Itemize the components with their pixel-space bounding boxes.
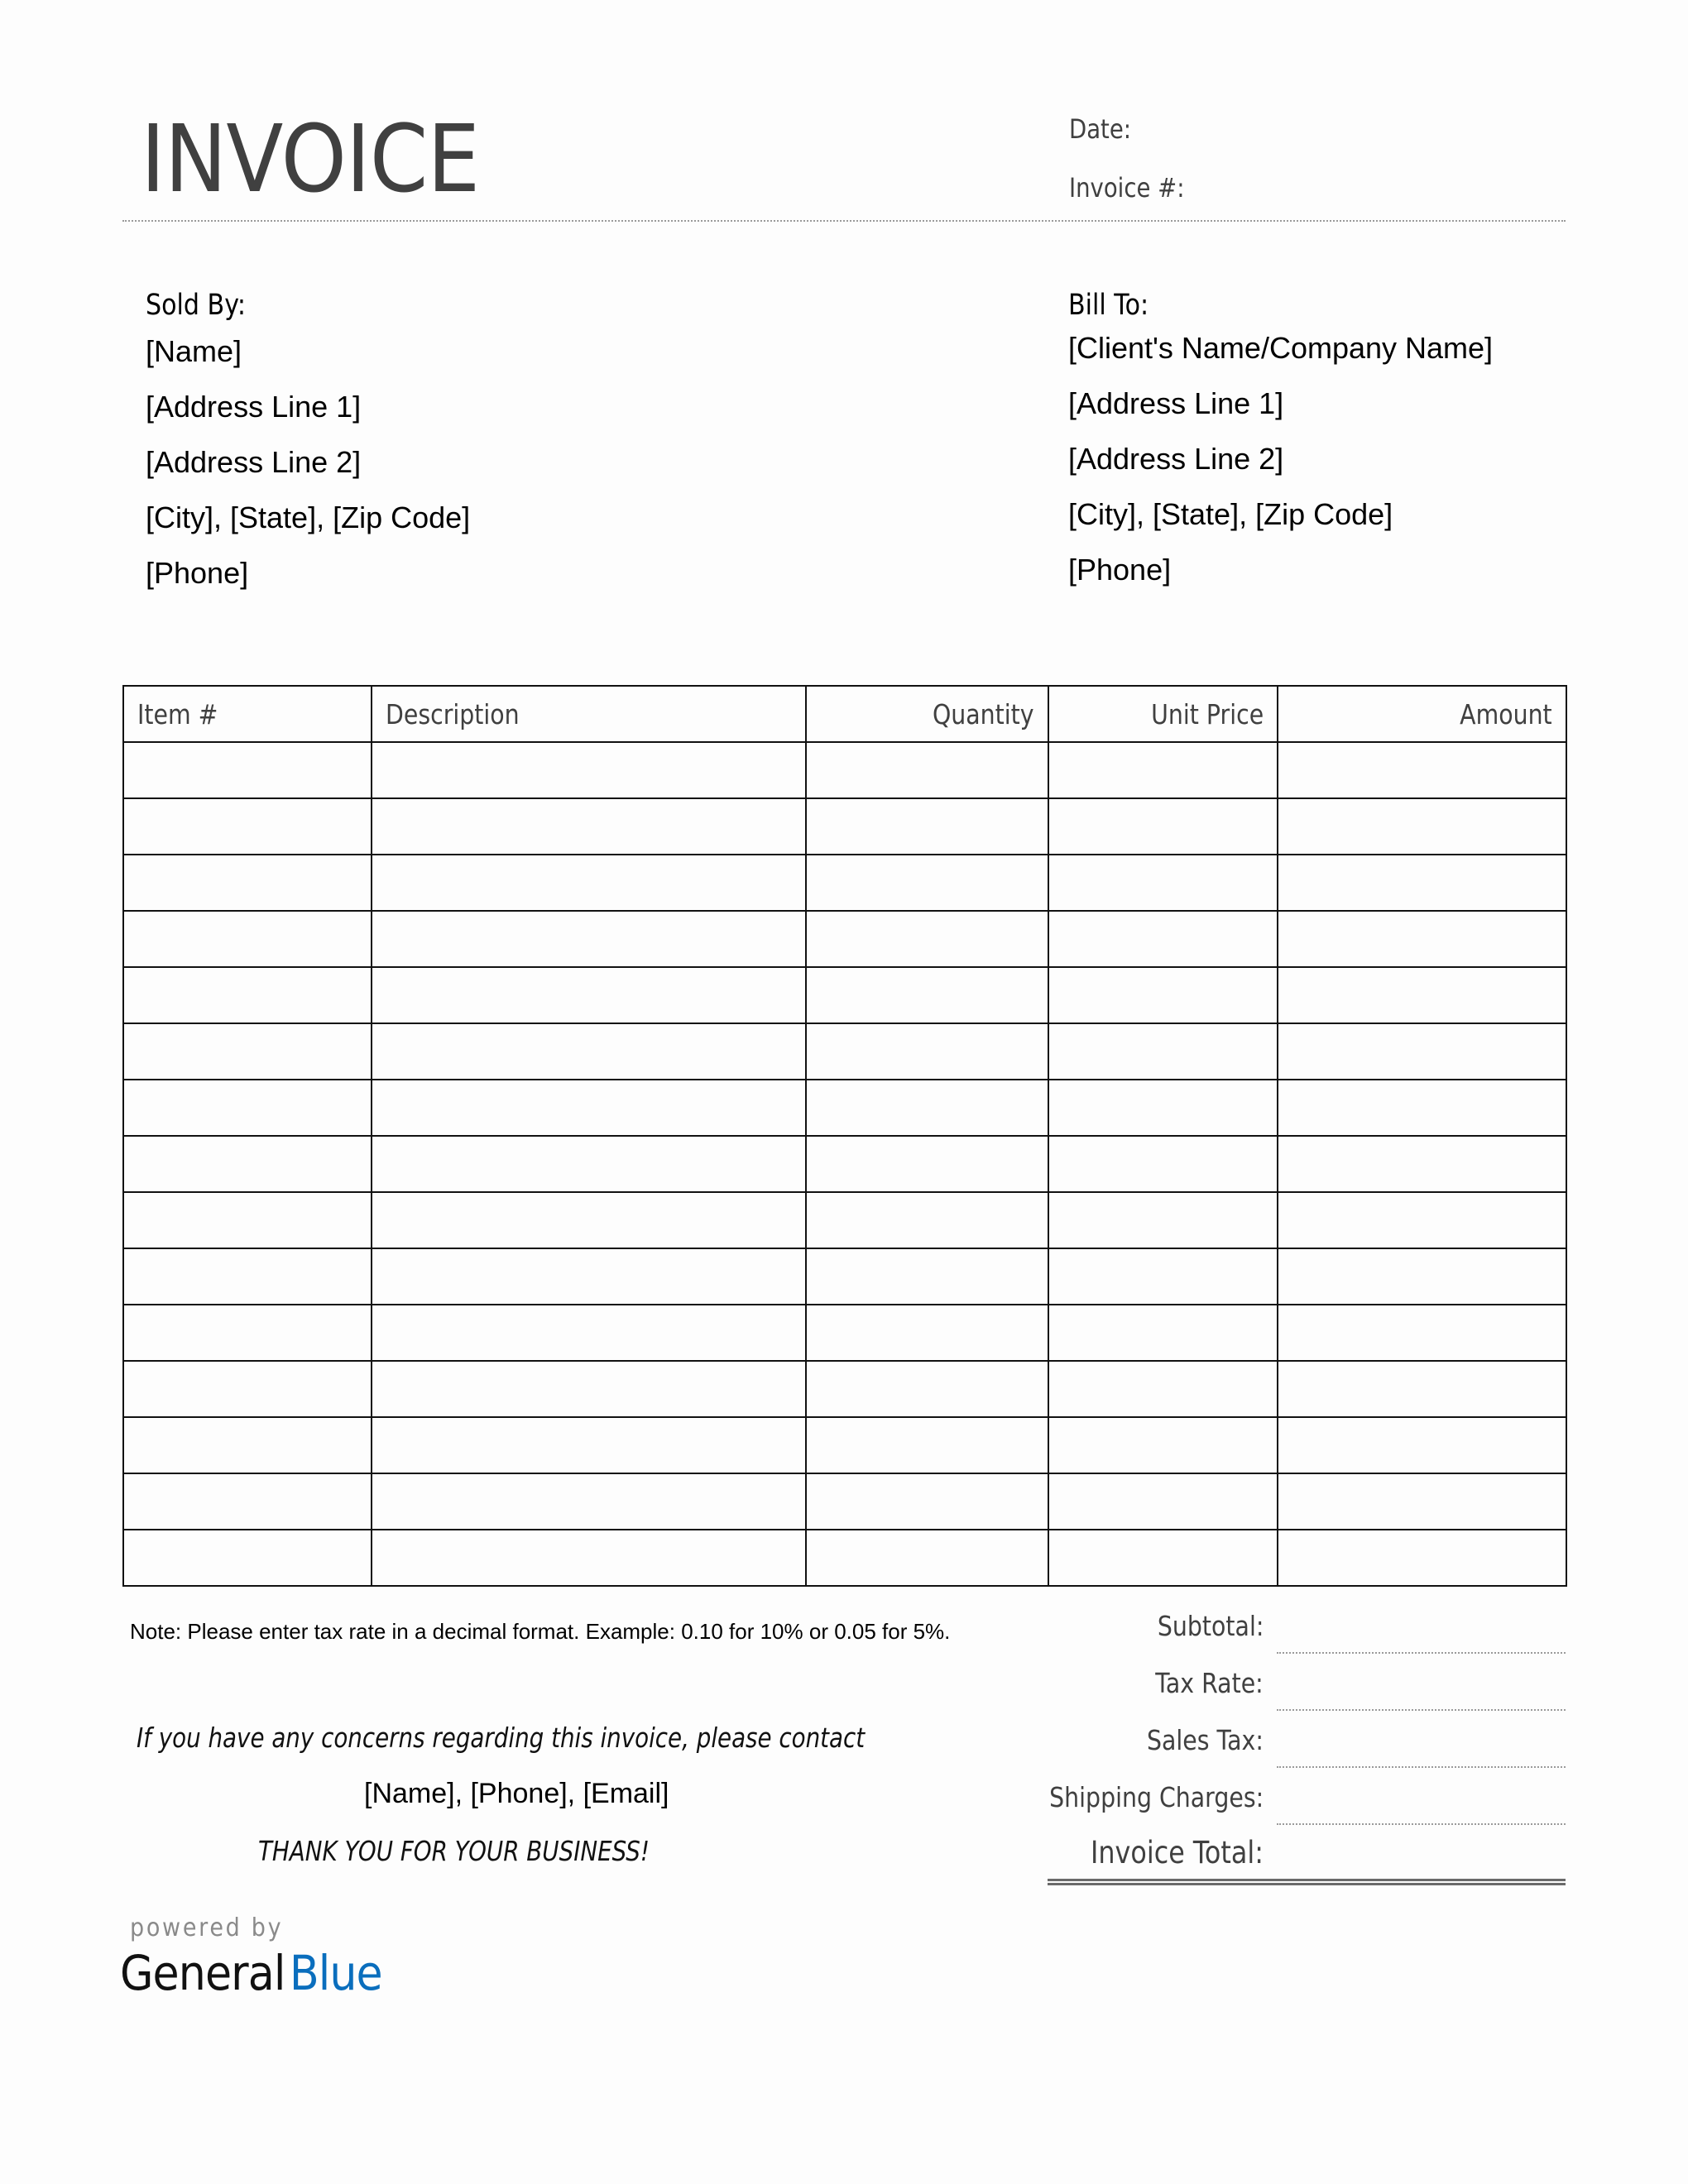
column-header-amount: Amount xyxy=(1278,686,1566,742)
cell-quantity[interactable] xyxy=(806,1248,1048,1305)
column-header-unit-price: Unit Price xyxy=(1048,686,1278,742)
cell-quantity[interactable] xyxy=(806,742,1048,798)
table-row xyxy=(123,1248,1566,1305)
cell-description[interactable] xyxy=(372,967,806,1023)
contact-intro-text: If you have any concerns regarding this invoice, please contact xyxy=(137,1722,866,1754)
cell-quantity[interactable] xyxy=(806,911,1048,967)
cell-quantity[interactable] xyxy=(806,1361,1048,1417)
bill-to-city-state-zip[interactable]: [City], [State], [Zip Code] xyxy=(1068,497,1393,531)
cell-item-number[interactable] xyxy=(123,798,372,855)
table-row xyxy=(123,1361,1566,1417)
cell-unit-price[interactable] xyxy=(1048,855,1278,911)
table-row xyxy=(123,1305,1566,1361)
cell-description[interactable] xyxy=(372,1023,806,1080)
cell-amount[interactable] xyxy=(1278,1080,1566,1136)
cell-amount[interactable] xyxy=(1278,911,1566,967)
logo-general: General xyxy=(120,1945,285,2001)
invoice-total-label: Invoice Total: xyxy=(1091,1835,1264,1870)
cell-item-number[interactable] xyxy=(123,1248,372,1305)
cell-unit-price[interactable] xyxy=(1048,1080,1278,1136)
invoice-total-field[interactable] xyxy=(1277,1842,1566,1875)
shipping-charges-field[interactable] xyxy=(1277,1785,1566,1818)
cell-quantity[interactable] xyxy=(806,1192,1048,1248)
subtotal-label: Subtotal: xyxy=(1157,1610,1264,1642)
cell-amount[interactable] xyxy=(1278,742,1566,798)
invoice-number-label: Invoice #: xyxy=(1069,172,1185,204)
cell-unit-price[interactable] xyxy=(1048,911,1278,967)
subtotal-field[interactable] xyxy=(1277,1613,1566,1646)
invoice-number-field[interactable] xyxy=(1277,173,1566,206)
bill-to-phone[interactable]: [Phone] xyxy=(1068,553,1172,587)
powered-by-text: powered by xyxy=(130,1913,284,1942)
cell-description[interactable] xyxy=(372,1305,806,1361)
cell-description[interactable] xyxy=(372,1192,806,1248)
bill-to-address-1[interactable]: [Address Line 1] xyxy=(1068,386,1284,420)
bill-to-heading: Bill To: xyxy=(1068,289,1149,322)
table-row xyxy=(123,742,1566,798)
cell-unit-price[interactable] xyxy=(1048,1417,1278,1473)
tax-rate-label: Tax Rate: xyxy=(1155,1667,1264,1699)
cell-unit-price[interactable] xyxy=(1048,1248,1278,1305)
table-row xyxy=(123,1023,1566,1080)
cell-amount[interactable] xyxy=(1278,1192,1566,1248)
logo-blue: Blue xyxy=(289,1945,382,2001)
cell-unit-price[interactable] xyxy=(1048,798,1278,855)
cell-description[interactable] xyxy=(372,1080,806,1136)
cell-item-number[interactable] xyxy=(123,1080,372,1136)
cell-description[interactable] xyxy=(372,855,806,911)
invoice-total-double-underline xyxy=(1048,1879,1566,1885)
cell-description[interactable] xyxy=(372,1417,806,1473)
cell-quantity[interactable] xyxy=(806,855,1048,911)
invoice-title: INVOICE xyxy=(141,106,480,213)
cell-quantity[interactable] xyxy=(806,798,1048,855)
column-header-item-number: Item # xyxy=(123,686,372,742)
cell-description[interactable] xyxy=(372,1473,806,1530)
sales-tax-field[interactable] xyxy=(1277,1728,1566,1761)
tax-rate-underline xyxy=(1277,1709,1566,1711)
table-row xyxy=(123,1473,1566,1530)
cell-item-number[interactable] xyxy=(123,1473,372,1530)
cell-amount[interactable] xyxy=(1278,1417,1566,1473)
cell-item-number[interactable] xyxy=(123,1361,372,1417)
shipping-charges-label: Shipping Charges: xyxy=(1048,1781,1264,1813)
cell-amount[interactable] xyxy=(1278,1023,1566,1080)
contact-info-text[interactable]: [Name], [Phone], [Email] xyxy=(364,1778,669,1809)
table-row xyxy=(123,798,1566,855)
cell-unit-price[interactable] xyxy=(1048,1192,1278,1248)
cell-item-number[interactable] xyxy=(123,1417,372,1473)
sold-by-address-1[interactable]: [Address Line 1] xyxy=(146,390,362,424)
cell-description[interactable] xyxy=(372,1248,806,1305)
sold-by-heading: Sold By: xyxy=(146,289,246,322)
table-row xyxy=(123,1136,1566,1192)
cell-item-number[interactable] xyxy=(123,911,372,967)
shipping-charges-underline xyxy=(1277,1823,1566,1825)
cell-item-number[interactable] xyxy=(123,1530,372,1586)
cell-quantity[interactable] xyxy=(806,1530,1048,1586)
cell-unit-price[interactable] xyxy=(1048,1530,1278,1586)
subtotal-underline xyxy=(1277,1652,1566,1654)
cell-item-number[interactable] xyxy=(123,855,372,911)
cell-item-number[interactable] xyxy=(123,1305,372,1361)
sales-tax-label: Sales Tax: xyxy=(1147,1724,1264,1756)
cell-description[interactable] xyxy=(372,1136,806,1192)
cell-amount[interactable] xyxy=(1278,1473,1566,1530)
cell-description[interactable] xyxy=(372,911,806,967)
cell-quantity[interactable] xyxy=(806,1023,1048,1080)
cell-unit-price[interactable] xyxy=(1048,1361,1278,1417)
sold-by-phone[interactable]: [Phone] xyxy=(146,556,249,590)
cell-quantity[interactable] xyxy=(806,1417,1048,1473)
date-field[interactable] xyxy=(1277,114,1566,147)
cell-unit-price[interactable] xyxy=(1048,1305,1278,1361)
sales-tax-underline xyxy=(1277,1766,1566,1768)
table-row xyxy=(123,911,1566,967)
sold-by-address-2[interactable]: [Address Line 2] xyxy=(146,445,362,479)
header-divider xyxy=(122,220,1566,222)
sold-by-city-state-zip[interactable]: [City], [State], [Zip Code] xyxy=(146,500,471,534)
table-header-row xyxy=(123,686,1566,742)
cell-description[interactable] xyxy=(372,1361,806,1417)
cell-quantity[interactable] xyxy=(806,967,1048,1023)
bill-to-client-name[interactable]: [Client's Name/Company Name] xyxy=(1068,331,1494,365)
table-row xyxy=(123,1417,1566,1473)
cell-amount[interactable] xyxy=(1278,798,1566,855)
cell-item-number[interactable] xyxy=(123,1192,372,1248)
table-row xyxy=(123,967,1566,1023)
cell-description[interactable] xyxy=(372,1530,806,1586)
cell-description[interactable] xyxy=(372,742,806,798)
cell-amount[interactable] xyxy=(1278,1361,1566,1417)
cell-item-number[interactable] xyxy=(123,967,372,1023)
cell-amount[interactable] xyxy=(1278,1530,1566,1586)
cell-quantity[interactable] xyxy=(806,1136,1048,1192)
column-header-quantity: Quantity xyxy=(806,686,1048,742)
cell-amount[interactable] xyxy=(1278,1248,1566,1305)
cell-unit-price[interactable] xyxy=(1048,1136,1278,1192)
bill-to-address-2[interactable]: [Address Line 2] xyxy=(1068,442,1284,476)
table-row xyxy=(123,855,1566,911)
cell-unit-price[interactable] xyxy=(1048,1023,1278,1080)
cell-amount[interactable] xyxy=(1278,1305,1566,1361)
sold-by-block xyxy=(146,288,470,591)
cell-quantity[interactable] xyxy=(806,1305,1048,1361)
cell-amount[interactable] xyxy=(1278,855,1566,911)
cell-unit-price[interactable] xyxy=(1048,742,1278,798)
cell-amount[interactable] xyxy=(1278,967,1566,1023)
table-row xyxy=(123,1192,1566,1248)
cell-amount[interactable] xyxy=(1278,1136,1566,1192)
column-header-description: Description xyxy=(372,686,806,742)
bill-to-block xyxy=(1068,288,1493,587)
cell-item-number[interactable] xyxy=(123,1136,372,1192)
cell-unit-price[interactable] xyxy=(1048,1473,1278,1530)
thank-you-text: THANK YOU FOR YOUR BUSINESS! xyxy=(258,1835,650,1867)
cell-unit-price[interactable] xyxy=(1048,967,1278,1023)
generalblue-logo[interactable] xyxy=(120,1946,382,2000)
table-row xyxy=(123,1530,1566,1586)
cell-quantity[interactable] xyxy=(806,1080,1048,1136)
line-items-table xyxy=(122,685,1567,1587)
tax-rate-field[interactable] xyxy=(1277,1671,1566,1704)
tax-rate-note: Note: Please enter tax rate in a decimal format. Example: 0.10 for 10% or 0.05 for 5%. xyxy=(130,1619,951,1644)
cell-description[interactable] xyxy=(372,798,806,855)
sold-by-name[interactable]: [Name] xyxy=(146,334,242,368)
cell-quantity[interactable] xyxy=(806,1473,1048,1530)
table-row xyxy=(123,1080,1566,1136)
cell-item-number[interactable] xyxy=(123,1023,372,1080)
cell-item-number[interactable] xyxy=(123,742,372,798)
date-label: Date: xyxy=(1069,113,1132,145)
